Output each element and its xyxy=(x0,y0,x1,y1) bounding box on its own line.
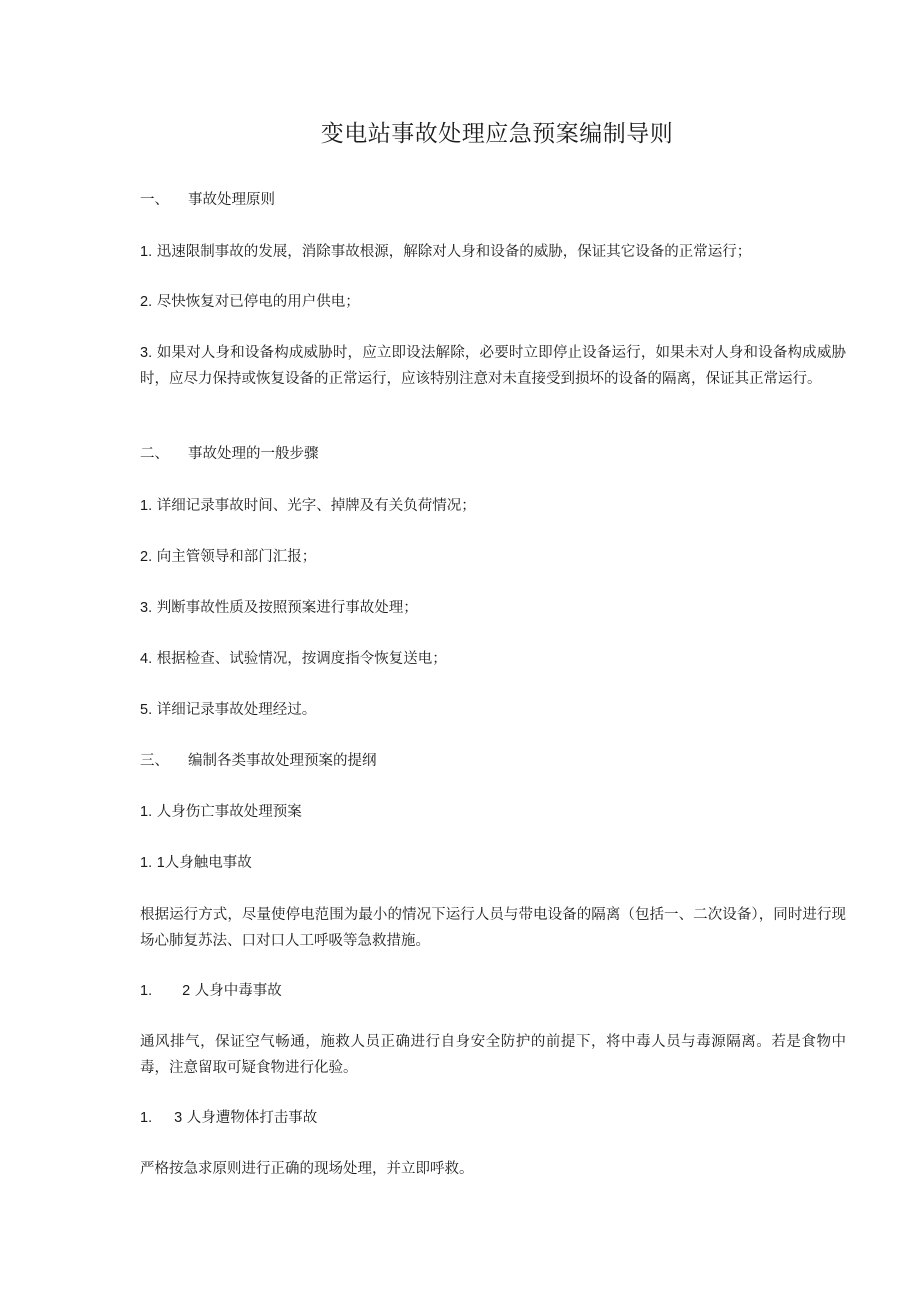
item-number: 5. xyxy=(140,702,153,718)
item-text: 尽快恢复对已停电的用户供电； xyxy=(156,294,360,310)
list-item xyxy=(140,494,476,518)
item-text: 详细记录事故时间、光字、掉牌及有关负荷情况； xyxy=(156,498,476,514)
item-number: 3. xyxy=(140,345,153,361)
item-text: 人身遭物体打击事故 xyxy=(186,1110,318,1126)
item-subnumber: 3 xyxy=(174,1110,183,1126)
item-number: 1. xyxy=(140,498,153,514)
list-item xyxy=(140,596,418,620)
item-number: 1. xyxy=(140,855,153,871)
body-paragraph: 通风排气，保证空气畅通，施救人员正确进行自身安全防护的前提下，将中毒人员与毒源隔离。若是食物中毒，注意留取可疑食物进行化验。 xyxy=(140,1034,846,1076)
list-item xyxy=(140,698,316,722)
item-text: 判断事故性质及按照预案进行事故处理； xyxy=(156,600,418,616)
item-text: 详细记录事故处理经过。 xyxy=(156,702,317,718)
list-item xyxy=(140,647,447,671)
list-item xyxy=(140,340,846,392)
section-number: 一、 xyxy=(140,192,169,208)
item-number: 1. xyxy=(140,1110,153,1126)
section-heading-2 xyxy=(140,442,319,466)
item-text: 迅速限制事故的发展，消除事故根源，解除对人身和设备的威胁，保证其它设备的正常运行； xyxy=(156,244,752,260)
section-heading-text: 编制各类事故处理预案的提纲 xyxy=(188,753,377,769)
item-text: 如果对人身和设备构成威胁时，应立即设法解除，必要时立即停止设备运行，如果未对人身和设备构成威胁时，应尽力保持或恢复设备的正常运行，应该特别注意对未直接受到损坏的设备的隔离，保证其正常运行。 xyxy=(140,345,847,387)
item-text: 根据检查、试验情况，按调度指令恢复送电； xyxy=(156,651,447,667)
item-number: 3. xyxy=(140,600,153,616)
subsection-heading xyxy=(140,851,252,875)
item-number: 1. xyxy=(140,804,153,820)
item-text: 人身中毒事故 xyxy=(194,983,282,999)
section-heading-text: 事故处理的一般步骤 xyxy=(188,446,319,462)
item-number: 2. xyxy=(140,549,153,565)
item-text: 向主管领导和部门汇报； xyxy=(156,549,317,565)
list-item xyxy=(140,545,316,569)
subsection-heading xyxy=(140,1106,317,1130)
section-heading-text: 事故处理原则 xyxy=(188,192,275,208)
subsection-heading xyxy=(140,979,282,1003)
item-text: 人身伤亡事故处理预案 xyxy=(156,804,302,820)
document-title: 变电站事故处理应急预案编制导则 xyxy=(320,121,674,147)
item-number: 4. xyxy=(140,651,153,667)
item-number: 1. xyxy=(140,244,153,260)
list-item xyxy=(140,240,751,264)
list-item xyxy=(140,290,360,314)
item-subnumber: 2 xyxy=(182,983,191,999)
item-text: 人身触电事故 xyxy=(164,855,252,871)
section-heading-3 xyxy=(140,749,377,773)
subsection-heading xyxy=(140,800,302,824)
item-number: 1. xyxy=(140,983,153,999)
section-number: 二、 xyxy=(140,446,169,462)
body-paragraph: 根据运行方式，尽量使停电范围为最小的情况下运行人员与带电设备的隔离（包括一、二次设备），同时进行现场心肺复苏法、口对口人工呼吸等急救措施。 xyxy=(140,907,846,949)
section-heading-1 xyxy=(140,188,275,212)
body-paragraph: 严格按急求原则进行正确的现场处理，并立即呼救。 xyxy=(140,1161,474,1177)
item-subnumber: 1 xyxy=(156,855,165,871)
item-number: 2. xyxy=(140,294,153,310)
section-number: 三、 xyxy=(140,753,169,769)
